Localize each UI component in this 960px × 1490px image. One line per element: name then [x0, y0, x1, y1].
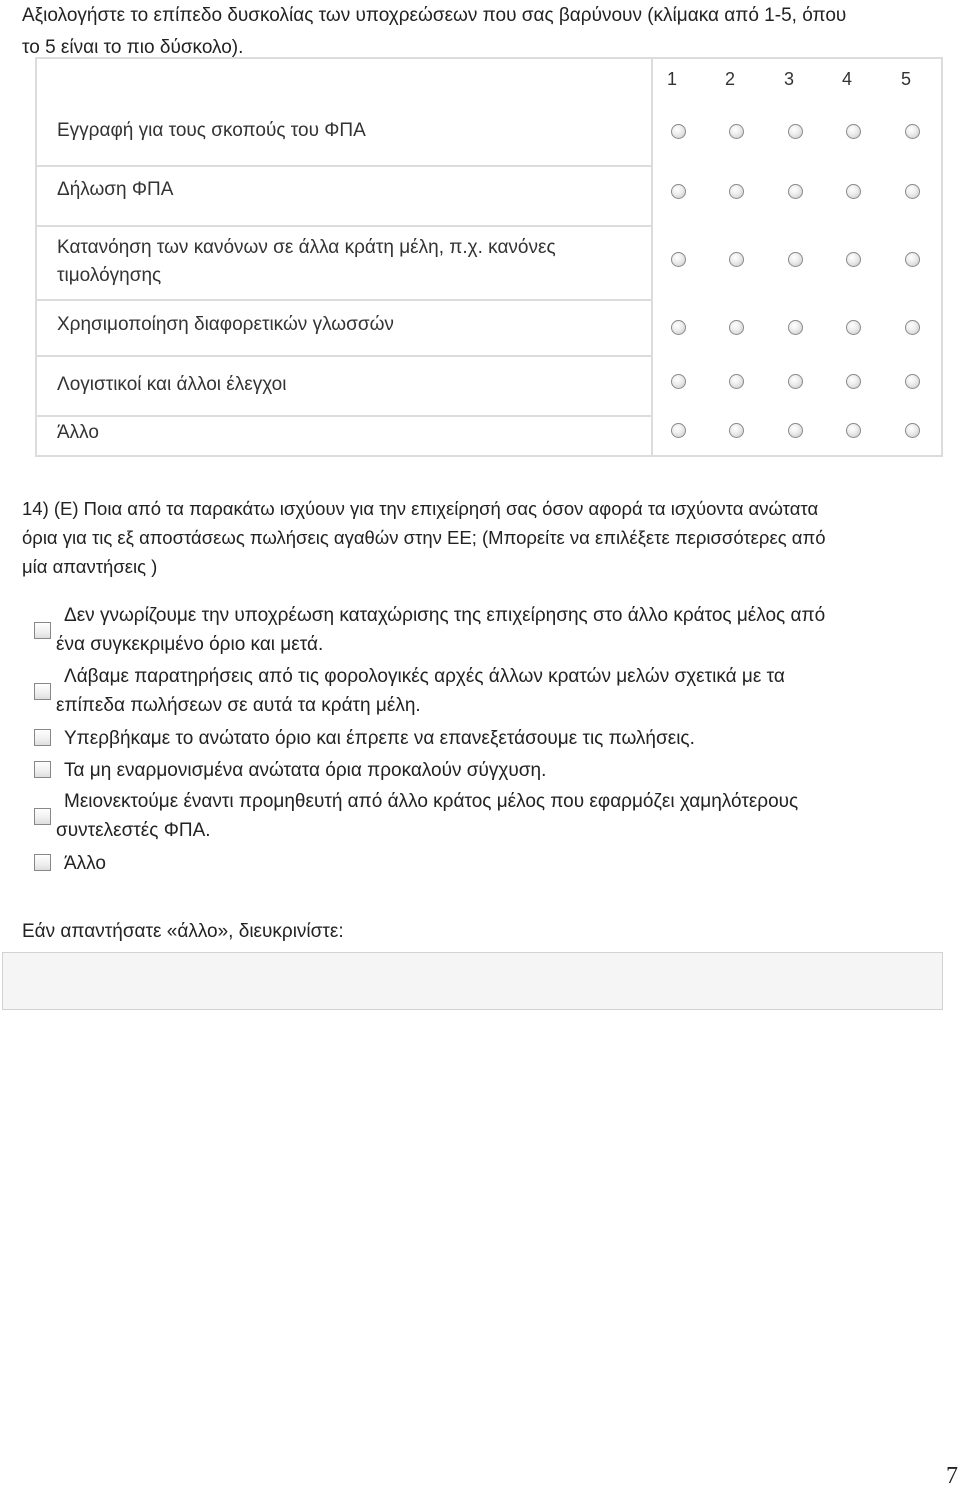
rating-radio-2[interactable] — [729, 374, 744, 389]
option-checkbox[interactable] — [34, 729, 51, 746]
option-label — [56, 756, 936, 785]
rating-radio-5[interactable] — [905, 423, 920, 438]
other-specify-input[interactable] — [2, 952, 943, 1010]
difficulty-matrix — [35, 57, 943, 457]
option-checkbox[interactable] — [34, 761, 51, 778]
matrix-row-registration — [37, 113, 941, 163]
rating-radio-4[interactable] — [846, 374, 861, 389]
option-label — [56, 787, 936, 816]
rating-radio-1[interactable] — [671, 252, 686, 267]
option-label-line: Άλλο — [64, 853, 106, 874]
option-label — [56, 849, 936, 878]
option-checkbox[interactable] — [34, 683, 51, 700]
row-label — [57, 311, 617, 339]
row-label — [57, 371, 617, 399]
scale-label-3: 3 — [783, 69, 794, 89]
rating-radio-4[interactable] — [846, 124, 861, 139]
question-line: μία απαντήσεις ) — [22, 556, 158, 577]
rating-radio-5[interactable] — [905, 320, 920, 335]
intro-line-1: Αξιολογήστε το επίπεδο δυσκολίας των υποχρεώσεων που σας βαρύνουν (κλίμακα από 1-5, όπου — [22, 5, 847, 26]
rating-radio-5[interactable] — [905, 124, 920, 139]
option-label — [56, 662, 936, 691]
scale-label-4: 4 — [841, 69, 852, 89]
rating-radio-1[interactable] — [671, 184, 686, 199]
row-divider — [37, 299, 651, 301]
rating-radio-4[interactable] — [846, 184, 861, 199]
rating-radio-4[interactable] — [846, 423, 861, 438]
rating-radio-5[interactable] — [905, 184, 920, 199]
rating-radio-2[interactable] — [729, 320, 744, 335]
row-label-line: Άλλο — [57, 422, 99, 443]
option-label-line: Υπερβήκαμε το ανώτατο όριο και έπρεπε να επανεξετάσουμε τις πωλήσεις. — [64, 728, 695, 749]
rating-radio-3[interactable] — [788, 423, 803, 438]
option-label-line: Δεν γνωρίζουμε την υποχρέωση καταχώρισης της επιχείρησης στο άλλο κράτος μέλος από — [64, 605, 826, 626]
rating-radio-2[interactable] — [729, 124, 744, 139]
rating-radio-1[interactable] — [671, 320, 686, 335]
matrix-row-vat-return — [37, 173, 941, 223]
row-label-line: Λογιστικοί και άλλοι έλεγχοι — [57, 374, 287, 395]
rating-radio-3[interactable] — [788, 124, 803, 139]
row-label-line: τιμολόγησης — [57, 265, 162, 286]
rating-radio-1[interactable] — [671, 374, 686, 389]
question-line: 14) (Ε) Ποια από τα παρακάτω ισχύουν για την επιχείρησή σας όσον αφορά τα ισχύοντα ανώτατα — [22, 498, 819, 519]
row-label-line: Δήλωση ΦΠΑ — [57, 179, 174, 200]
row-label-line: Χρησιμοποίηση διαφορετικών γλωσσών — [57, 314, 394, 335]
option-label — [56, 816, 936, 845]
option-label-line: Τα μη εναρμονισμένα ανώτατα όρια προκαλούν σύγχυση. — [64, 760, 547, 781]
row-label — [57, 176, 617, 204]
rating-radio-5[interactable] — [905, 252, 920, 267]
scale-label-2: 2 — [724, 69, 735, 89]
rating-radio-4[interactable] — [846, 252, 861, 267]
rating-radio-5[interactable] — [905, 374, 920, 389]
option-label-line: συντελεστές ΦΠΑ. — [56, 820, 211, 841]
rating-radio-3[interactable] — [788, 374, 803, 389]
intro-text — [22, 0, 942, 64]
rating-radio-3[interactable] — [788, 184, 803, 199]
matrix-row-languages — [37, 305, 941, 353]
rating-radio-2[interactable] — [729, 252, 744, 267]
row-label — [57, 234, 617, 290]
row-divider — [37, 355, 651, 357]
option-label — [56, 601, 936, 630]
rating-radio-2[interactable] — [729, 423, 744, 438]
rating-radio-3[interactable] — [788, 252, 803, 267]
row-divider — [37, 165, 651, 167]
option-checkbox[interactable] — [34, 854, 51, 871]
option-checkbox[interactable] — [34, 808, 51, 825]
rating-radio-1[interactable] — [671, 423, 686, 438]
other-specify-label: Εάν απαντήσατε «άλλο», διευκρινίστε: — [22, 921, 344, 942]
option-label — [56, 724, 936, 753]
option-label-line: Μειονεκτούμε έναντι προμηθευτή από άλλο κράτος μέλος που εφαρμόζει χαμηλότερους — [64, 791, 799, 812]
scale-label-1: 1 — [666, 69, 677, 89]
question-line: όρια για τις εξ αποστάσεως πωλήσεις αγαθών στην ΕΕ; (Μπορείτε να επιλέξετε περισσότερες από — [22, 527, 826, 548]
rating-radio-3[interactable] — [788, 320, 803, 335]
row-label — [57, 419, 617, 447]
option-label-line: ένα συγκεκριμένο όριο και μετά. — [56, 634, 324, 655]
scale-header — [657, 69, 947, 97]
option-label — [56, 691, 936, 720]
option-label-line: Λάβαμε παρατηρήσεις από τις φορολογικές αρχές άλλων κρατών μελών σχετικά με τα — [64, 666, 785, 687]
rating-radio-1[interactable] — [671, 124, 686, 139]
row-divider — [37, 225, 651, 227]
matrix-row-other — [37, 417, 941, 457]
intro-line-2: το 5 είναι το πιο δύσκολο). — [22, 37, 244, 58]
option-checkbox[interactable] — [34, 622, 51, 639]
question-14-text — [22, 494, 947, 581]
row-label-line: Κατανόηση των κανόνων σε άλλα κράτη μέλη, π.χ. κανόνες — [57, 237, 556, 258]
page-number: 7 — [946, 1463, 958, 1489]
rating-radio-4[interactable] — [846, 320, 861, 335]
option-label — [56, 630, 936, 659]
rating-radio-2[interactable] — [729, 184, 744, 199]
matrix-row-rules-understanding — [37, 231, 941, 297]
row-label-line: Εγγραφή για τους σκοπούς του ΦΠΑ — [57, 120, 366, 141]
scale-label-5: 5 — [900, 69, 911, 89]
option-label-line: επίπεδα πωλήσεων σε αυτά τα κράτη μέλη. — [56, 695, 421, 716]
row-label — [57, 117, 617, 145]
matrix-row-audits — [37, 361, 941, 413]
